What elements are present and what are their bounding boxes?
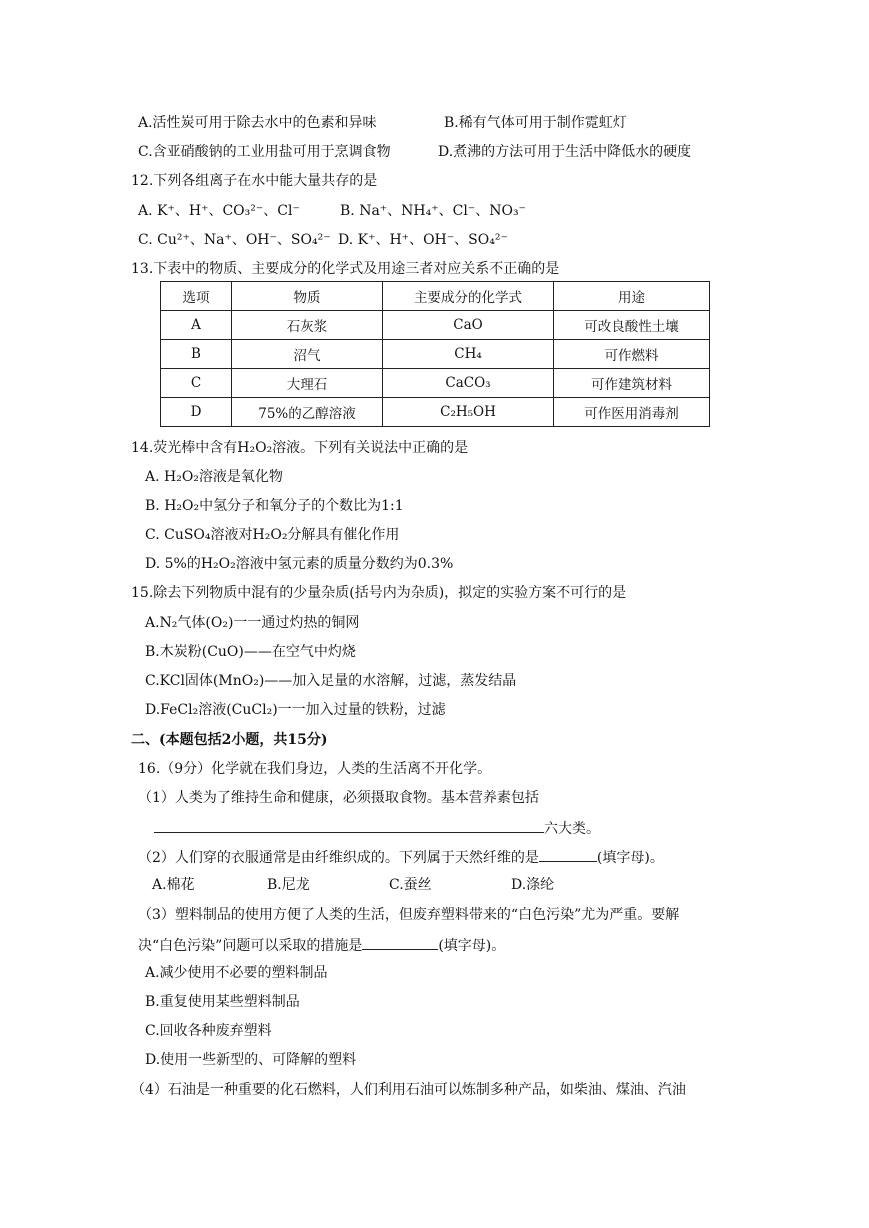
table-cell: D <box>161 398 232 427</box>
q11-option-a: A.活性炭可用于除去水中的色素和异味 <box>138 115 377 131</box>
q16-part4: （4）石油是一种重要的化石燃料，人们利用石油可以炼制多种产品，如柴油、煤油、汽油 <box>131 1082 686 1098</box>
table-cell: 可改良酸性土壤 <box>554 311 710 340</box>
q16-stem: 16.（9分）化学就在我们身边，人类的生活离不开化学。 <box>138 761 492 777</box>
header-use: 用途 <box>554 282 710 311</box>
table-cell: 石灰浆 <box>232 311 383 340</box>
table-cell: 可作燃料 <box>554 340 710 369</box>
q11-option-b: B.稀有气体可用于制作霓虹灯 <box>444 115 627 131</box>
table-cell: CaCO₃ <box>383 369 554 398</box>
q16-part2-stem: （2）人们穿的衣服通常是由纤维织成的。下列属于天然纤维的是 <box>138 850 539 866</box>
table-header-row <box>161 282 710 311</box>
table-cell: C₂H₅OH <box>383 398 554 427</box>
q16-part3-suffix: (填字母)。 <box>438 938 506 954</box>
q15-option-d: D.FeCl₂溶液(CuCl₂)一一加入过量的铁粉，过滤 <box>145 702 446 718</box>
table-cell: CH₄ <box>383 340 554 369</box>
q15-stem: 15.除去下列物质中混有的少量杂质(括号内为杂质)，拟定的实验方案不可行的是 <box>131 585 627 601</box>
q14-stem: 14.荧光棒中含有H₂O₂溶液。下列有关说法中正确的是 <box>131 440 469 456</box>
q16-part3-line2 <box>138 935 505 955</box>
q12-option-a: A. K⁺、H⁺、CO₃²⁻、Cl⁻ <box>138 203 300 219</box>
q12-option-c: C. Cu²⁺、Na⁺、OH⁻、SO₄²⁻ <box>138 232 331 248</box>
q16-part2-option-c: C.蚕丝 <box>389 877 432 893</box>
answer-blank[interactable] <box>539 847 597 862</box>
q15-option-b: B.木炭粉(CuO)——在空气中灼烧 <box>145 644 356 660</box>
q16-part2-option-a: A.棉花 <box>152 877 195 893</box>
q16-part3-option-c: C.回收各种废弃塑料 <box>145 1023 272 1039</box>
answer-blank[interactable] <box>154 818 544 833</box>
table-cell: 可作建筑材料 <box>554 369 710 398</box>
q16-part3-option-b: B.重复使用某些塑料制品 <box>145 994 300 1010</box>
table-cell: 沼气 <box>232 340 383 369</box>
section-2-title: 二、(本题包括2小题，共15分) <box>131 732 328 748</box>
table-row <box>161 369 710 398</box>
table-cell: C <box>161 369 232 398</box>
table-row <box>161 311 710 340</box>
q15-option-a: A.N₂气体(O₂)一一通过灼热的铜网 <box>145 615 360 631</box>
q16-part3-stem: 决“白色污染”问题可以采取的措施是 <box>138 938 363 954</box>
table-cell: 大理石 <box>232 369 383 398</box>
q16-part1: （1）人类为了维持生命和健康，必须摄取食物。基本营养素包括 <box>138 790 539 806</box>
q16-part3-line1: （3）塑料制品的使用方便了人类的生活，但废弃塑料带来的“白色污染”尤为严重。要解 <box>138 907 680 923</box>
q14-option-d: D. 5%的H₂O₂溶液中氢元素的质量分数约为0.3% <box>145 556 454 572</box>
header-option: 选项 <box>161 282 232 311</box>
q12-stem: 12.下列各组离子在水中能大量共存的是 <box>131 173 378 189</box>
table-cell: B <box>161 340 232 369</box>
table-cell: 75%的乙醇溶液 <box>232 398 383 427</box>
table-row <box>161 398 710 427</box>
q15-option-c: C.KCl固体(MnO₂)——加入足量的水溶解，过滤，蒸发结晶 <box>145 673 517 689</box>
table-cell: CaO <box>383 311 554 340</box>
q16-part2-option-d: D.涤纶 <box>511 877 555 893</box>
header-formula: 主要成分的化学式 <box>383 282 554 311</box>
header-substance: 物质 <box>232 282 383 311</box>
q13-stem: 13.下表中的物质、主要成分的化学式及用途三者对应关系不正确的是 <box>131 261 560 277</box>
q16-part2-suffix: (填字母)。 <box>596 850 664 866</box>
table-cell: A <box>161 311 232 340</box>
q14-option-c: C. CuSO₄溶液对H₂O₂分解具有催化作用 <box>145 527 400 543</box>
table-row <box>161 340 710 369</box>
q11-option-d: D.煮沸的方法可用于生活中降低水的硬度 <box>438 144 692 160</box>
q14-option-b: B. H₂O₂中氢分子和氧分子的个数比为1:1 <box>145 498 404 514</box>
answer-blank[interactable] <box>362 935 438 950</box>
q16-part2-option-b: B.尼龙 <box>267 877 310 893</box>
q16-part1-answer-line <box>154 818 600 838</box>
q16-part2 <box>138 847 664 867</box>
q16-part1-tail: 六大类。 <box>544 821 600 837</box>
q12-option-b: B. Na⁺、NH₄⁺、Cl⁻、NO₃⁻ <box>340 203 526 219</box>
q11-option-c: C.含亚硝酸钠的工业用盐可用于烹调食物 <box>138 144 391 160</box>
q12-option-d: D. K⁺、H⁺、OH⁻、SO₄²⁻ <box>338 232 508 248</box>
table-cell: 可作医用消毒剂 <box>554 398 710 427</box>
q16-part3-option-a: A.减少使用不必要的塑料制品 <box>145 965 328 981</box>
q13-table <box>160 281 710 427</box>
q16-part3-option-d: D.使用一些新型的、可降解的塑料 <box>145 1052 357 1068</box>
q14-option-a: A. H₂O₂溶液是氧化物 <box>145 469 283 485</box>
